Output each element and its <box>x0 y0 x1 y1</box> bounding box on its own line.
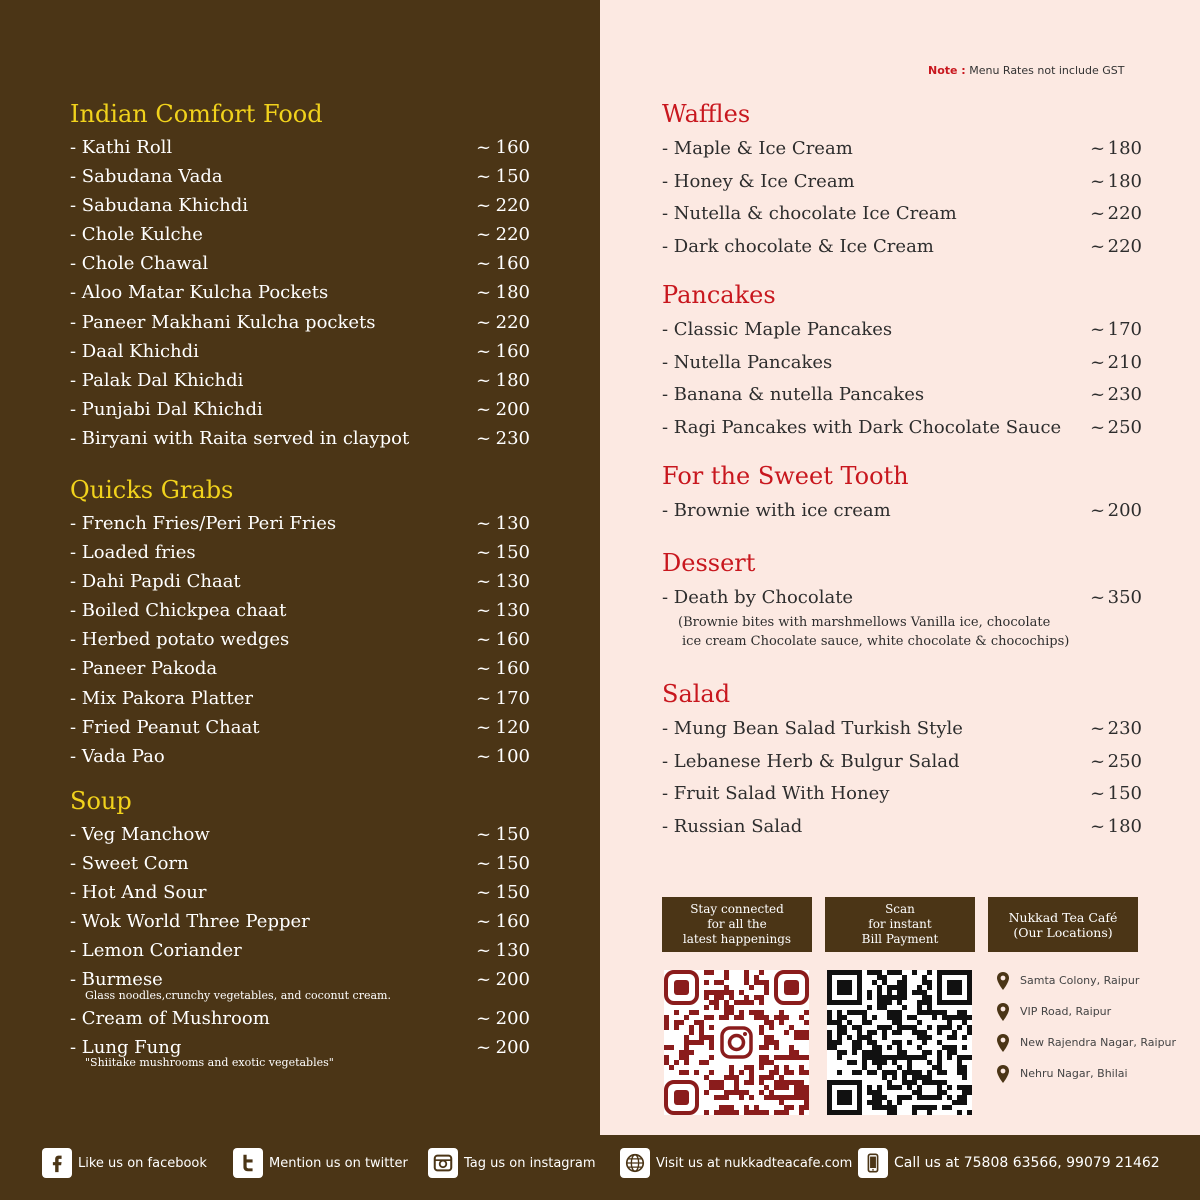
qr-pattern-icon <box>827 970 972 1115</box>
note-label: Note : <box>928 64 966 77</box>
menu-item <box>70 220 530 249</box>
price-prefix: ~ <box>476 282 492 304</box>
price-prefix: ~ <box>476 166 492 188</box>
menu-section-soup <box>70 786 530 1071</box>
price-prefix: ~ <box>476 253 492 275</box>
menu-item-price <box>476 1004 530 1033</box>
menu-item <box>70 907 530 936</box>
location-name: New Rajendra Nagar, Raipur <box>1020 1036 1177 1049</box>
phone-text: Call us at 75808 63566, 99079 21462 <box>894 1155 1160 1171</box>
menu-item-name: - Aloo Matar Kulcha Pockets <box>70 282 329 304</box>
menu-item-name: - Banana & nutella Pancakes <box>662 384 925 406</box>
menu-item-price <box>1090 713 1142 746</box>
menu-section-indian-comfort-food <box>70 99 530 453</box>
price-prefix: ~ <box>1090 351 1106 373</box>
section-title: Indian Comfort Food <box>70 100 323 128</box>
menu-item-price <box>476 1033 530 1062</box>
menu-item <box>70 713 530 742</box>
price-value: 210 <box>1107 351 1142 373</box>
stay-connected-box <box>662 897 812 952</box>
menu-item-name: - Classic Maple Pancakes <box>662 319 893 340</box>
info-line: latest happenings <box>682 932 792 946</box>
price-prefix: ~ <box>476 745 492 767</box>
menu-item-name: - Brownie with ice cream <box>662 500 891 521</box>
location-name: Samta Colony, Raipur <box>1020 974 1140 987</box>
menu-section-quick-grabs <box>70 475 530 771</box>
menu-item-name: - Vada Pao <box>70 745 165 767</box>
menu-item <box>662 811 1142 844</box>
menu-item <box>70 567 530 596</box>
price-value: 160 <box>495 658 530 680</box>
price-value: 180 <box>1107 138 1142 159</box>
menu-item-price <box>1090 379 1142 412</box>
price-prefix: ~ <box>476 513 492 534</box>
price-prefix: ~ <box>1090 203 1106 225</box>
price-value: 230 <box>495 427 530 449</box>
price-prefix: ~ <box>476 687 492 709</box>
price-value: 150 <box>495 824 530 845</box>
menu-item-price <box>1090 778 1142 811</box>
menu-item-description: "Shiitake mushrooms and exotic vegetables" <box>85 1055 334 1069</box>
instagram-qr-code[interactable] <box>664 970 809 1115</box>
info-line: (Our Locations) <box>1013 924 1113 940</box>
menu-item <box>70 395 530 424</box>
menu-item-name: - Death by Chocolate <box>662 587 854 608</box>
instagram-link[interactable] <box>428 1148 596 1178</box>
menu-item-name: - Sweet Corn <box>70 853 189 875</box>
menu-item-price <box>1090 495 1142 528</box>
menu-item <box>70 509 530 538</box>
price-value: 180 <box>1107 170 1142 192</box>
price-prefix: ~ <box>476 600 492 622</box>
menu-item <box>70 424 530 453</box>
menu-item <box>70 849 530 878</box>
menu-item-name: - Palak Dal Khichdi <box>70 369 244 391</box>
price-prefix: ~ <box>476 311 492 333</box>
menu-item-price <box>476 395 530 424</box>
note-text: Menu Rates not include GST <box>969 64 1125 77</box>
menu-item-price <box>476 820 530 849</box>
price-value: 350 <box>1107 587 1142 608</box>
website-link[interactable] <box>620 1148 852 1178</box>
price-prefix: ~ <box>1090 384 1106 406</box>
price-prefix: ~ <box>476 940 492 962</box>
info-line: for instant <box>868 917 932 931</box>
price-prefix: ~ <box>1090 783 1106 805</box>
menu-item-name: - Paneer Makhani Kulcha pockets <box>70 311 376 333</box>
menu-item <box>662 379 1142 412</box>
location-item <box>995 965 1176 996</box>
menu-item-name: - Herbed potato wedges <box>70 629 290 651</box>
price-prefix: ~ <box>476 427 492 449</box>
price-prefix: ~ <box>476 824 492 845</box>
menu-item <box>662 314 1142 347</box>
price-prefix: ~ <box>476 969 492 991</box>
price-prefix: ~ <box>476 1036 492 1058</box>
price-prefix: ~ <box>1090 236 1106 258</box>
price-prefix: ~ <box>476 882 492 904</box>
menu-item <box>662 746 1142 779</box>
phone-link[interactable] <box>858 1148 1160 1178</box>
section-title: Soup <box>70 787 132 815</box>
menu-item <box>662 412 1142 445</box>
payment-qr-code[interactable] <box>827 970 972 1115</box>
menu-item-price <box>1090 746 1142 779</box>
menu-section-salad <box>662 679 1142 844</box>
menu-item-price <box>476 567 530 596</box>
twitter-link[interactable] <box>233 1148 408 1178</box>
menu-item-price <box>476 337 530 366</box>
menu-item <box>70 742 530 771</box>
price-value: 160 <box>495 340 530 362</box>
price-value: 220 <box>1107 236 1142 258</box>
menu-item-price <box>476 366 530 395</box>
menu-item-price <box>1090 166 1142 199</box>
price-value: 150 <box>1107 783 1142 805</box>
price-value: 150 <box>495 882 530 904</box>
facebook-icon <box>42 1148 72 1178</box>
menu-item-price <box>476 278 530 307</box>
price-prefix: ~ <box>1090 816 1106 838</box>
location-item <box>995 1058 1176 1089</box>
section-title: Quicks Grabs <box>70 476 234 504</box>
menu-item-price <box>476 596 530 625</box>
price-prefix: ~ <box>1090 587 1106 608</box>
price-value: 180 <box>495 282 530 304</box>
price-value: 160 <box>495 629 530 651</box>
menu-item <box>662 198 1142 231</box>
price-prefix: ~ <box>1090 417 1106 439</box>
menu-item-name: - Cream of Mushroom <box>70 1007 270 1029</box>
menu-item-name: - Maple & Ice Cream <box>662 138 853 159</box>
menu-item-price <box>476 249 530 278</box>
section-title: Waffles <box>662 100 751 128</box>
menu-item <box>662 347 1142 380</box>
location-name: Nehru Nagar, Bhilai <box>1020 1067 1128 1080</box>
menu-item <box>662 166 1142 199</box>
menu-item-price <box>1090 582 1142 615</box>
menu-item <box>662 713 1142 746</box>
menu-item <box>662 133 1142 166</box>
price-prefix: ~ <box>476 195 492 217</box>
globe-icon <box>620 1148 650 1178</box>
price-value: 250 <box>1107 417 1142 439</box>
price-value: 230 <box>1107 384 1142 406</box>
menu-item-name: - Fruit Salad With Honey <box>662 783 890 805</box>
price-value: 200 <box>495 1007 530 1029</box>
menu-item-name: - Hot And Sour <box>70 882 207 904</box>
menu-item-name: - French Fries/Peri Peri Fries <box>70 513 337 534</box>
price-value: 230 <box>1107 718 1142 739</box>
location-item <box>995 1027 1176 1058</box>
section-title: Dessert <box>662 549 756 577</box>
price-value: 170 <box>1107 319 1142 340</box>
menu-item <box>662 495 1142 528</box>
phone-icon <box>858 1148 888 1178</box>
price-value: 150 <box>495 166 530 188</box>
menu-section-waffles <box>662 99 1142 264</box>
menu-item <box>70 278 530 307</box>
section-title: Pancakes <box>662 281 776 309</box>
menu-item <box>70 133 530 162</box>
menu-item <box>70 654 530 683</box>
price-prefix: ~ <box>476 658 492 680</box>
price-value: 160 <box>495 253 530 275</box>
price-value: 150 <box>495 853 530 875</box>
price-prefix: ~ <box>1090 718 1106 739</box>
menu-item-price <box>1090 412 1142 445</box>
menu-item <box>70 936 530 965</box>
menu-item <box>70 337 530 366</box>
location-list <box>995 965 1176 1089</box>
menu-item-name: - Boiled Chickpea chaat <box>70 600 287 622</box>
menu-item-price <box>476 625 530 654</box>
menu-item-price <box>1090 198 1142 231</box>
menu-section-dessert <box>662 548 1142 653</box>
section-title: Salad <box>662 680 731 708</box>
menu-item-price <box>476 965 530 994</box>
instagram-icon <box>428 1148 458 1178</box>
menu-item-name: - Russian Salad <box>662 816 803 838</box>
map-pin-icon <box>995 1033 1011 1053</box>
price-value: 170 <box>495 687 530 709</box>
price-prefix: ~ <box>1090 500 1106 521</box>
menu-item-price <box>476 742 530 771</box>
menu-item-name: - Punjabi Dal Khichdi <box>70 398 263 420</box>
price-prefix: ~ <box>476 224 492 246</box>
price-value: 220 <box>1107 203 1142 225</box>
menu-item-price <box>1090 231 1142 264</box>
menu-item-name: - Veg Manchow <box>70 824 210 845</box>
menu-item-name: - Dahi Papdi Chaat <box>70 571 241 593</box>
menu-item-name: - Dark chocolate & Ice Cream <box>662 236 934 258</box>
price-value: 160 <box>495 911 530 933</box>
menu-item-price <box>1090 347 1142 380</box>
price-prefix: ~ <box>476 716 492 738</box>
menu-section-sweet-tooth <box>662 461 1142 528</box>
location-item <box>995 996 1176 1027</box>
price-value: 220 <box>495 224 530 246</box>
price-value: 220 <box>495 311 530 333</box>
menu-item-name: - Lemon Coriander <box>70 940 242 962</box>
info-line: Nukkad Tea Café <box>1008 909 1118 925</box>
menu-item-name: - Honey & Ice Cream <box>662 170 855 192</box>
price-prefix: ~ <box>476 1007 492 1029</box>
menu-item-description: (Brownie bites with marshmellows Vanilla ice, chocolate <box>678 614 1051 630</box>
price-value: 220 <box>495 195 530 217</box>
menu-item-price <box>1090 314 1142 347</box>
menu-item-name: - Burmese <box>70 969 163 991</box>
price-prefix: ~ <box>476 398 492 420</box>
twitter-text: Mention us on twitter <box>269 1155 408 1171</box>
menu-item-name: - Mung Bean Salad Turkish Style <box>662 718 963 739</box>
menu-item-price <box>476 907 530 936</box>
menu-item <box>70 366 530 395</box>
price-prefix: ~ <box>1090 170 1106 192</box>
info-line: Bill Payment <box>861 932 939 946</box>
menu-item-name: - Fried Peanut Chaat <box>70 716 260 738</box>
menu-item-name: - Nutella & chocolate Ice Cream <box>662 203 957 225</box>
right-menu-panel <box>600 0 1200 1135</box>
price-value: 130 <box>495 571 530 593</box>
menu-item-price <box>476 162 530 191</box>
menu-item <box>70 1004 530 1033</box>
menu-item-name: - Kathi Roll <box>70 137 173 158</box>
map-pin-icon <box>995 971 1011 991</box>
location-name: VIP Road, Raipur <box>1020 1005 1112 1018</box>
price-value: 100 <box>495 745 530 767</box>
menu-item <box>70 596 530 625</box>
price-value: 200 <box>1107 500 1142 521</box>
price-value: 180 <box>1107 816 1142 838</box>
menu-item-description: Glass noodles,crunchy vegetables, and coconut cream. <box>85 988 391 1002</box>
price-prefix: ~ <box>476 853 492 875</box>
left-menu-panel <box>0 0 600 1135</box>
menu-item-name: - Loaded fries <box>70 542 196 564</box>
price-value: 250 <box>1107 750 1142 772</box>
menu-item-price <box>476 684 530 713</box>
price-value: 130 <box>495 940 530 962</box>
menu-item-name: - Chole Kulche <box>70 224 203 246</box>
price-value: 200 <box>495 398 530 420</box>
info-line: Stay connected <box>690 902 784 916</box>
menu-item-price <box>476 509 530 538</box>
price-prefix: ~ <box>476 629 492 651</box>
price-prefix: ~ <box>476 911 492 933</box>
menu-item-name: - Nutella Pancakes <box>662 351 833 373</box>
price-value: 150 <box>495 542 530 564</box>
info-line: Scan <box>885 902 915 916</box>
price-prefix: ~ <box>476 542 492 564</box>
menu-item-name: - Chole Chawal <box>70 253 209 275</box>
menu-item <box>662 231 1142 264</box>
twitter-icon <box>233 1148 263 1178</box>
our-locations-box <box>988 897 1138 952</box>
price-value: 200 <box>495 969 530 991</box>
price-prefix: ~ <box>476 137 492 158</box>
website-text: Visit us at nukkadteacafe.com <box>656 1155 853 1171</box>
menu-item-name: - Ragi Pancakes with Dark Chocolate Sauce <box>662 417 1062 439</box>
price-prefix: ~ <box>1090 319 1106 340</box>
menu-item <box>70 191 530 220</box>
footer-bar <box>0 1135 1200 1200</box>
menu-item-name: - Sabudana Khichdi <box>70 195 249 217</box>
facebook-link[interactable] <box>42 1148 207 1178</box>
price-prefix: ~ <box>476 340 492 362</box>
price-prefix: ~ <box>1090 138 1106 159</box>
menu-item-price <box>476 713 530 742</box>
menu-item <box>70 162 530 191</box>
menu-item-price <box>476 191 530 220</box>
menu-item <box>70 820 530 849</box>
price-prefix: ~ <box>1090 750 1106 772</box>
price-value: 130 <box>495 513 530 534</box>
menu-item-price <box>476 878 530 907</box>
menu-item-name: - Lung Fung <box>70 1036 182 1058</box>
menu-item <box>70 684 530 713</box>
menu-item-name: - Sabudana Vada <box>70 166 223 188</box>
menu-item-name: - Daal Khichdi <box>70 340 199 362</box>
menu-item <box>70 878 530 907</box>
menu-section-pancakes <box>662 280 1142 445</box>
price-value: 120 <box>495 716 530 738</box>
price-prefix: ~ <box>476 369 492 391</box>
menu-item-name: - Lebanese Herb & Bulgur Salad <box>662 750 960 772</box>
menu-item-name: - Paneer Pakoda <box>70 658 218 680</box>
menu-item <box>70 625 530 654</box>
instagram-text: Tag us on instagram <box>464 1155 596 1171</box>
scan-payment-box <box>825 897 975 952</box>
menu-item <box>70 538 530 567</box>
menu-item-price <box>1090 133 1142 166</box>
price-value: 160 <box>495 137 530 158</box>
map-pin-icon <box>995 1002 1011 1022</box>
section-title: For the Sweet Tooth <box>662 462 909 490</box>
menu-item <box>70 308 530 337</box>
price-prefix: ~ <box>476 571 492 593</box>
menu-item-price <box>1090 811 1142 844</box>
gst-note <box>928 64 1124 77</box>
menu-item-description: ice cream Chocolate sauce, white chocolate & chocochips) <box>682 633 1070 649</box>
menu-item-price <box>476 936 530 965</box>
menu-item-price <box>476 308 530 337</box>
menu-item-price <box>476 849 530 878</box>
menu-item-name: - Wok World Three Pepper <box>70 911 310 933</box>
price-value: 200 <box>495 1036 530 1058</box>
menu-item-price <box>476 654 530 683</box>
menu-item-price <box>476 220 530 249</box>
menu-item-name: - Mix Pakora Platter <box>70 687 254 709</box>
info-line: for all the <box>707 917 767 931</box>
menu-item-name: - Biryani with Raita served in claypot <box>70 427 410 449</box>
map-pin-icon <box>995 1064 1011 1084</box>
price-value: 180 <box>495 369 530 391</box>
menu-item-price <box>476 133 530 162</box>
price-value: 130 <box>495 600 530 622</box>
menu-item-price <box>476 538 530 567</box>
menu-item-price <box>476 424 530 453</box>
qr-pattern-icon <box>664 970 809 1115</box>
menu-item <box>70 249 530 278</box>
facebook-text: Like us on facebook <box>78 1155 207 1171</box>
menu-item <box>662 778 1142 811</box>
